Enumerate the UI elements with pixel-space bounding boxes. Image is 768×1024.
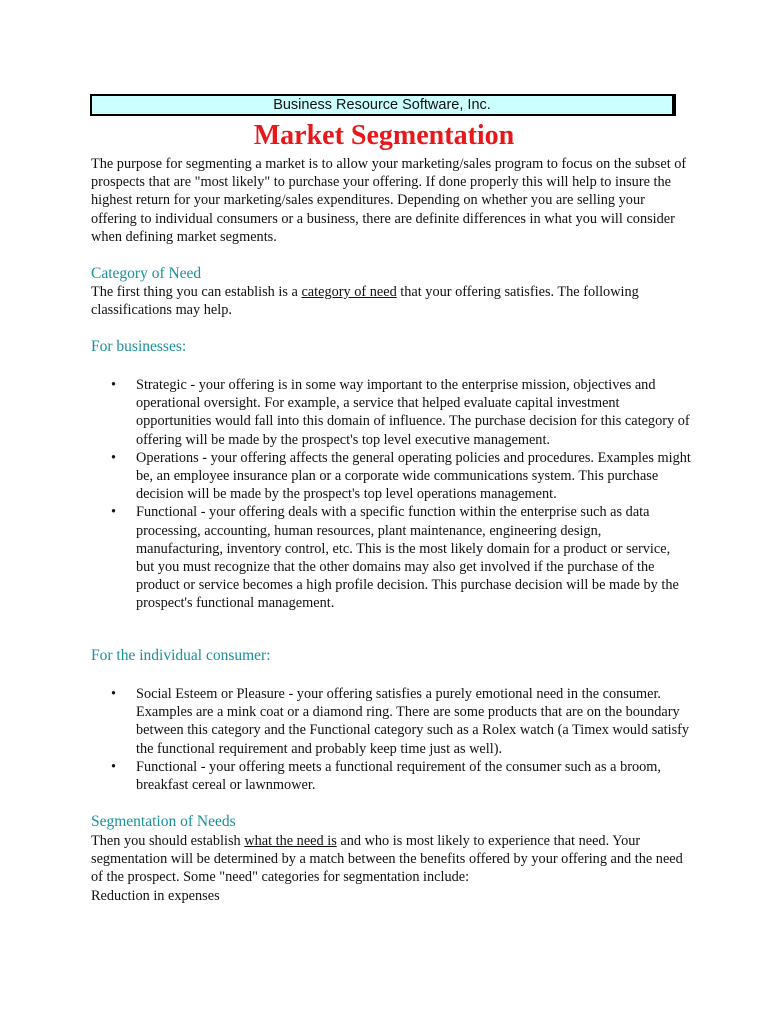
company-name: Business Resource Software, Inc. bbox=[273, 97, 491, 113]
category-text-after: that your offering satisfies. The following classifications may help. bbox=[91, 284, 639, 319]
businesses-list bbox=[91, 376, 691, 613]
segmentation-paragraph bbox=[91, 832, 691, 905]
intro-paragraph: The purpose for segmenting a market is to allow your marketing/sales program to focus on the subset of prospects that are "most likely" to purchase your offering. If done properly this will help to insure the highest return for your marketing/sales expenditures. Depending on whether you are selling your offering to individual consumers or a business, there are definite differences in what you will consider when defining market segments. bbox=[91, 156, 687, 245]
category-of-need-paragraph bbox=[91, 283, 691, 319]
page-title: Market Segmentation bbox=[253, 120, 515, 151]
businesses-heading: For businesses: bbox=[91, 338, 187, 355]
list-item-text: Functional - your offering meets a functional requirement of the consumer such as a broom, breakfast cereal or lawnmower. bbox=[136, 758, 661, 794]
category-text-before: The first thing you can establish is a bbox=[91, 284, 302, 300]
company-header-box bbox=[90, 94, 676, 116]
list-item-text: Strategic - your offering is in some way important to the enterprise mission, objectives and operational oversight. For example, a service that helped evaluate capital investment opportunities would fall into this domain of influence. The purchase decision for this category of offering will be made by the prospect's top level executive management. bbox=[136, 377, 690, 448]
consumer-list bbox=[91, 685, 691, 794]
segmentation-heading: Segmentation of Needs bbox=[91, 813, 236, 830]
category-of-need-underlined: category of need bbox=[301, 284, 397, 300]
consumer-heading: For the individual consumer: bbox=[91, 647, 271, 664]
list-item-text: Operations - your offering affects the general operating policies and procedures. Examples might be, an employee insurance plan or a corporate wide communications system. This purchase decision will be made by the prospect's top level operations management. bbox=[136, 449, 691, 503]
list-item-social-esteem bbox=[91, 685, 691, 758]
list-item-text: Functional - your offering deals with a specific function within the enterprise such as data processing, accounting, human resources, plant maintenance, engineering design, manufacturing, inventory control, etc. This is the most likely domain for a product or service, but you must recognize that the other domains may also get involved if the purchase of the product or service becomes a high profile decision. This purchase decision will be made by the prospect's functional management. bbox=[136, 504, 679, 612]
list-item-operations bbox=[91, 449, 691, 504]
what-the-need-is-underlined: what the need is bbox=[244, 833, 337, 849]
list-item-functional-consumer bbox=[91, 758, 691, 794]
list-item-functional bbox=[91, 503, 691, 612]
category-of-need-heading: Category of Need bbox=[91, 265, 202, 282]
list-item-text: Social Esteem or Pleasure - your offering satisfies a purely emotional need in the consumer. Examples are a mink coat or a diamond ring. There are some products that are on the boundary between this category and the Functional category such as a Rolex watch (a Timex would satisfy the functional requirement and probably keep time just as well). bbox=[136, 686, 690, 757]
segmentation-text-before: Then you should establish bbox=[91, 833, 245, 849]
segmentation-last-line: Reduction in expenses bbox=[91, 887, 220, 904]
segmentation-text-after: and who is most likely to experience that need. Your segmentation will be determined by a match between the benefits offered by your offering and the need of the prospect. Some "need" categories for segmentation include: bbox=[91, 833, 683, 886]
list-item-strategic bbox=[91, 376, 691, 449]
